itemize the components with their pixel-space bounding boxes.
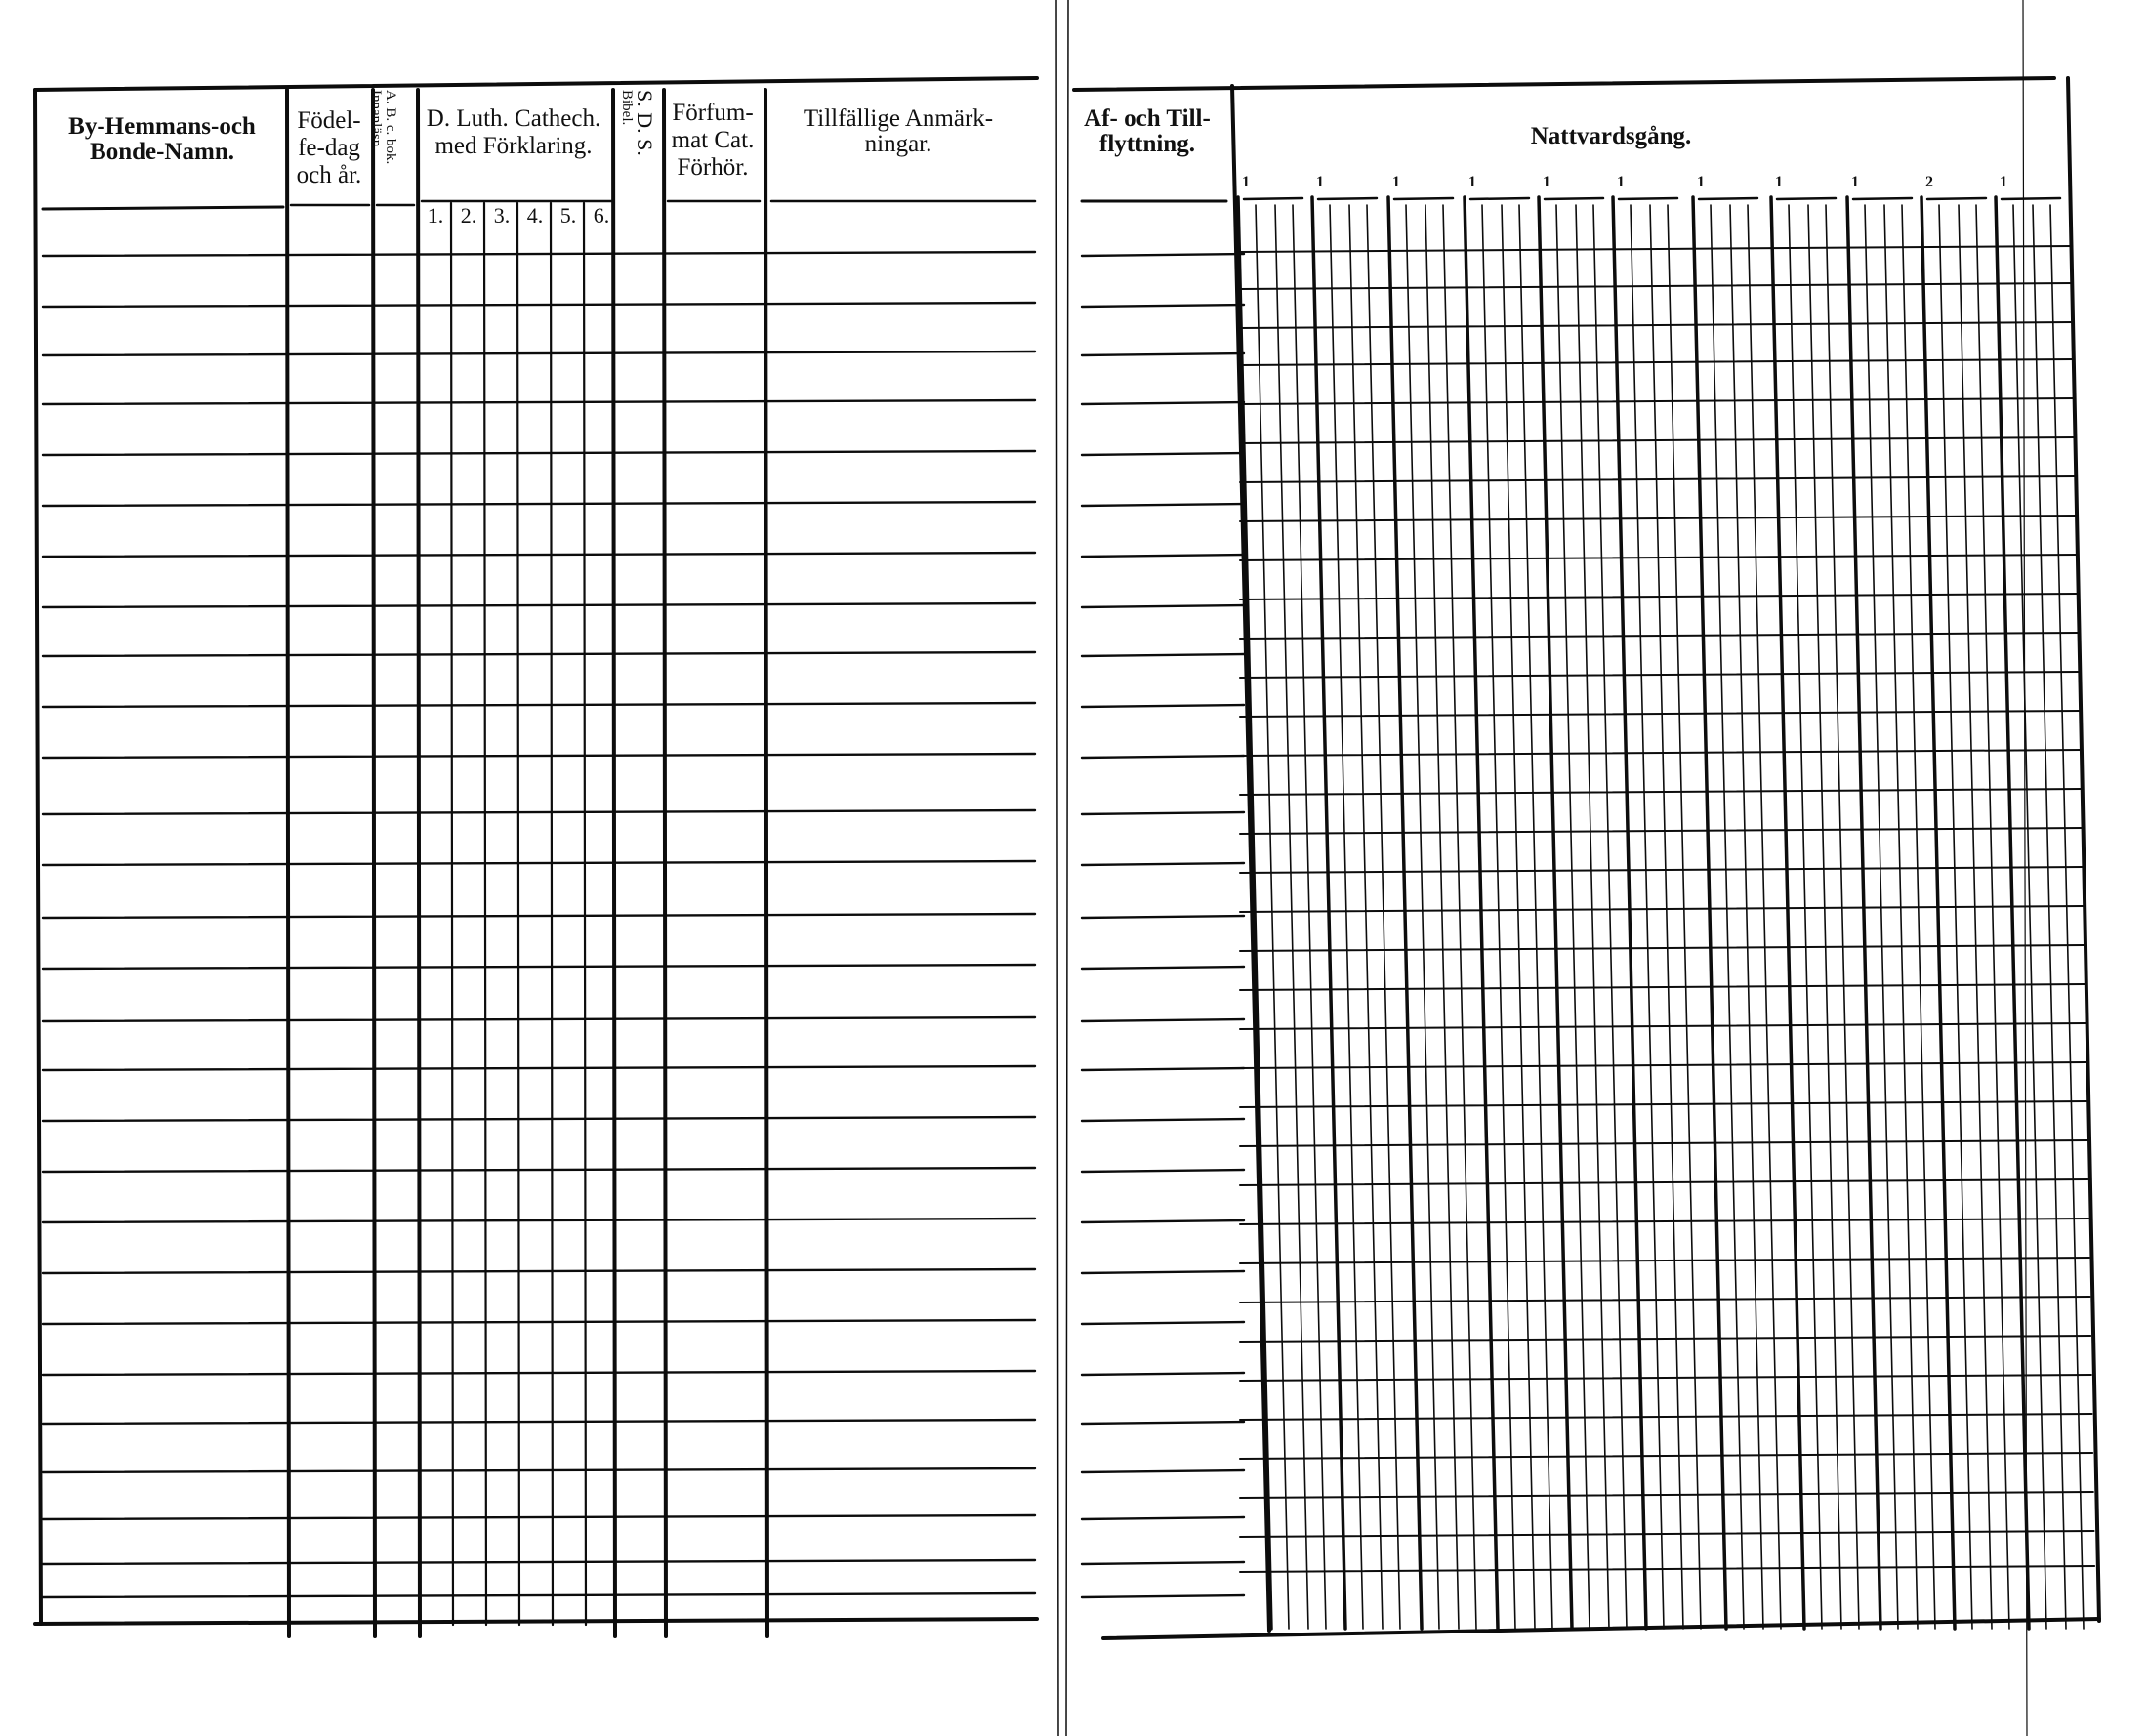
header-tillfallige-line2: ningar. [864,131,932,157]
af-och-row-rule-21 [1082,1271,1244,1273]
nattvard-group-divider-6 [1613,197,1646,1629]
cathech-subcol-2 [484,203,486,1625]
header-cathech-line1: D. Luth. Cathech. [426,105,601,132]
right-row-rule-13 [1240,711,2080,717]
nattvard-subcol-6-3 [1668,205,1701,1629]
nattvard-subcol-7-2 [1730,205,1763,1629]
header-fodelse-line2: fe-dag [298,135,360,161]
left-row-rule-26 [43,1515,1035,1519]
nattvard-subcol-5-1 [1556,205,1590,1629]
header-fodelse-line1: Födel- [297,107,361,134]
right-row-rule-17 [1240,867,2083,873]
left-row-rule-4 [43,400,1035,404]
right-bottom-border [1103,1619,2099,1638]
gutter-edge-left [1056,0,1058,1736]
left-row-rule-28 [43,1593,1035,1597]
right-row-rule-1 [1240,246,2072,252]
left-row-rule-22 [43,1320,1035,1324]
af-och-row-rule-9 [1082,654,1244,656]
af-och-row-rule-3 [1082,353,1244,355]
af-och-row-rule-2 [1082,305,1244,307]
cathech-subcolumn-2: 2. [460,203,477,227]
nattvard-mark-7: 1 [1697,174,1705,190]
nattvard-subcol-4-2 [1502,205,1535,1629]
af-och-row-rule-28 [1082,1595,1244,1597]
af-och-row-rule-19 [1082,1170,1244,1172]
left-row-rule-6 [43,502,1035,506]
af-och-row-rule-25 [1082,1470,1244,1472]
nattvard-group-header-rule-10 [1927,198,1986,199]
nattvard-mark-1: 1 [1242,174,1250,190]
nattvard-mark-10: 2 [1925,174,1933,190]
left-row-rule-24 [43,1420,1035,1424]
header-innanlasn: Innanläsn. [368,90,384,151]
nattvard-group-divider-2 [1312,197,1345,1629]
right-row-rule-30 [1240,1375,2091,1381]
nattvard-group-header-rule-4 [1470,198,1529,199]
header-forsum-line2: mat Cat. [671,127,755,153]
header-tillfallige-line1: Tillfällige Anmärk- [803,105,994,132]
right-row-rule-7 [1240,476,2076,482]
left-row-rule-12 [43,810,1035,814]
right-row-rule-29 [1240,1336,2090,1342]
af-och-row-rule-12 [1082,812,1244,814]
header-fodelse-line3: och år. [296,162,362,188]
af-och-row-rule-27 [1082,1562,1244,1564]
cathech-subcolumn-5: 5. [559,203,577,227]
right-outer-border [2068,78,2099,1621]
nattvard-subcol-3-1 [1406,205,1439,1629]
header-cathech-line2: med Förklaring. [434,133,593,159]
cathech-subcolumn-3: 3. [493,203,511,227]
left-row-rule-5 [43,451,1035,455]
left-row-rule-9 [43,652,1035,656]
nattvard-group-header-rule-3 [1394,198,1453,199]
nattvard-group-header-rule-1 [1244,198,1302,199]
af-och-row-rule-22 [1082,1322,1244,1324]
nattvard-group-divider-7 [1693,197,1726,1629]
nattvard-subcol-4-3 [1519,205,1552,1629]
left-row-rule-21 [43,1269,1035,1273]
left-row-rule-8 [43,603,1035,607]
nattvard-subcol-6-1 [1631,205,1664,1629]
left-row-rule-7 [43,553,1035,557]
nattvard-group-header-rule-6 [1619,198,1677,199]
nattvard-mark-8: 1 [1775,174,1783,190]
col-divider-af-och [1232,86,1269,1631]
header-af-och-line1: Af- och Till- [1084,105,1211,132]
af-och-row-rule-16 [1082,1019,1244,1021]
nattvard-group-divider-4 [1465,197,1498,1629]
af-och-row-rule-26 [1082,1517,1244,1519]
nattvard-mark-4: 1 [1468,174,1476,190]
right-row-rule-4 [1240,359,2074,365]
left-row-rule-18 [43,1117,1035,1121]
right-row-rule-8 [1240,516,2077,521]
nattvard-subcol-5-2 [1576,205,1609,1629]
right-top-border [1074,78,2054,90]
right-row-rule-16 [1240,828,2082,834]
left-row-rule-16 [43,1017,1035,1021]
left-row-rule-1 [43,252,1035,256]
af-och-row-rule-17 [1082,1068,1244,1070]
nattvard-group-divider-9 [1847,197,1880,1629]
nattvard-subcol-6-2 [1650,205,1683,1629]
nattvard-group-header-rule-2 [1318,198,1377,199]
right-row-rule-2 [1240,283,2073,289]
nattvard-group-header-rule-8 [1777,198,1836,199]
left-row-rule-3 [43,351,1035,355]
nattvard-subcol-5-3 [1593,205,1627,1629]
af-och-row-rule-24 [1082,1422,1244,1424]
right-row-rule-12 [1240,672,2080,678]
nattvard-mark-5: 1 [1543,174,1550,190]
nattvard-group-header-rule-5 [1545,198,1603,199]
left-row-rule-27 [43,1560,1035,1564]
left-row-rule-2 [43,303,1035,307]
left-bottom-border [35,1619,1037,1624]
nattvard-subcol-2-2 [1349,205,1383,1629]
left-row-rule-20 [43,1219,1035,1222]
af-och-row-rule-10 [1082,705,1244,707]
right-row-rule-34 [1240,1531,2094,1537]
right-row-rule-14 [1240,750,2081,756]
nattvard-group-divider-3 [1388,197,1422,1629]
cathech-subcolumn-4: 4. [526,203,544,227]
right-row-rule-28 [1240,1297,2090,1302]
af-och-row-rule-20 [1082,1220,1244,1222]
nattvard-subcol-7-1 [1711,205,1744,1629]
nattvard-group-header-rule-9 [1853,198,1912,199]
af-och-row-rule-23 [1082,1373,1244,1375]
left-top-border [35,78,1037,90]
header-abc-bok: A. B. c. bok. [383,90,398,165]
right-row-rule-35 [1240,1566,2094,1572]
nattvard-group-header-rule-11 [2002,198,2060,199]
af-och-row-rule-15 [1082,967,1244,969]
header-sds-bibel: Bibel. [619,90,635,126]
left-row-rule-25 [43,1468,1035,1472]
left-row-rule-10 [43,703,1035,707]
right-row-rule-31 [1240,1414,2092,1420]
nattvard-subcol-11-3 [2050,205,2084,1629]
left-row-rule-19 [43,1168,1035,1172]
left-row-rule-13 [43,861,1035,865]
right-row-rule-27 [1240,1258,2089,1263]
af-och-row-rule-5 [1082,453,1244,455]
right-row-rule-3 [1240,322,2074,328]
cathech-subcol-3 [517,203,519,1625]
right-page-grid [1074,78,2099,1638]
header-nattvardsgang: Nattvardsgång. [1530,123,1692,149]
header-forsum-line1: Förfum- [672,100,754,126]
nattvard-group-divider-5 [1539,197,1572,1629]
left-row-rule-11 [43,754,1035,758]
af-och-row-rule-8 [1082,605,1244,607]
left-page-grid [35,78,1037,1636]
header-by-hemmans-line1: By-Hemmans-och [68,113,256,140]
right-row-rule-5 [1240,398,2075,404]
left-row-rule-23 [43,1371,1035,1375]
nattvard-mark-3: 1 [1392,174,1400,190]
cathech-subcol-1 [451,203,453,1625]
left-row-rule-14 [43,914,1035,918]
header-underline-name [43,207,283,209]
cathech-subcol-5 [584,203,586,1625]
nattvard-group-divider-1 [1238,197,1271,1629]
af-och-row-rule-13 [1082,863,1244,865]
nattvard-mark-9: 1 [1851,174,1859,190]
af-och-row-rule-11 [1082,756,1244,758]
header-sds: S. D. S. [633,90,657,156]
af-och-row-rule-14 [1082,916,1244,918]
right-row-rule-25 [1240,1179,2087,1185]
right-row-rule-15 [1240,789,2082,795]
header-by-hemmans-line2: Bonde-Namn. [90,139,234,165]
af-och-row-rule-1 [1082,254,1244,256]
nattvard-subcol-1-1 [1256,205,1289,1629]
cathech-subcol-4 [551,203,553,1625]
left-row-rule-17 [43,1066,1035,1070]
left-row-rule-15 [43,965,1035,969]
af-och-row-rule-18 [1082,1119,1244,1121]
nattvard-subcol-3-2 [1425,205,1459,1629]
right-row-rule-26 [1240,1219,2088,1224]
nattvard-subcol-1-3 [1293,205,1326,1629]
nattvard-subcol-2-1 [1330,205,1363,1629]
nattvard-subcol-4-1 [1482,205,1515,1629]
nattvard-mark-2: 1 [1316,174,1324,190]
cathech-subcolumn-1: 1. [427,203,444,227]
af-och-row-rule-7 [1082,555,1244,557]
af-och-row-rule-6 [1082,504,1244,506]
nattvard-group-header-rule-7 [1699,198,1757,199]
right-row-rule-6 [1240,437,2076,443]
right-row-rule-32 [1240,1453,2092,1459]
nattvard-mark-11: 1 [2000,174,2007,190]
header-forsum-line3: Förhör. [677,154,749,181]
nattvard-mark-6: 1 [1617,174,1625,190]
nattvard-subcol-1-2 [1275,205,1308,1629]
af-och-row-rule-4 [1082,402,1244,404]
cathech-subcolumn-6: 6. [593,203,610,227]
header-af-och-line2: flyttning. [1099,131,1195,157]
gutter-edge-right [1066,0,1068,1736]
right-row-rule-33 [1240,1492,2093,1498]
left-outer-border [35,90,41,1624]
